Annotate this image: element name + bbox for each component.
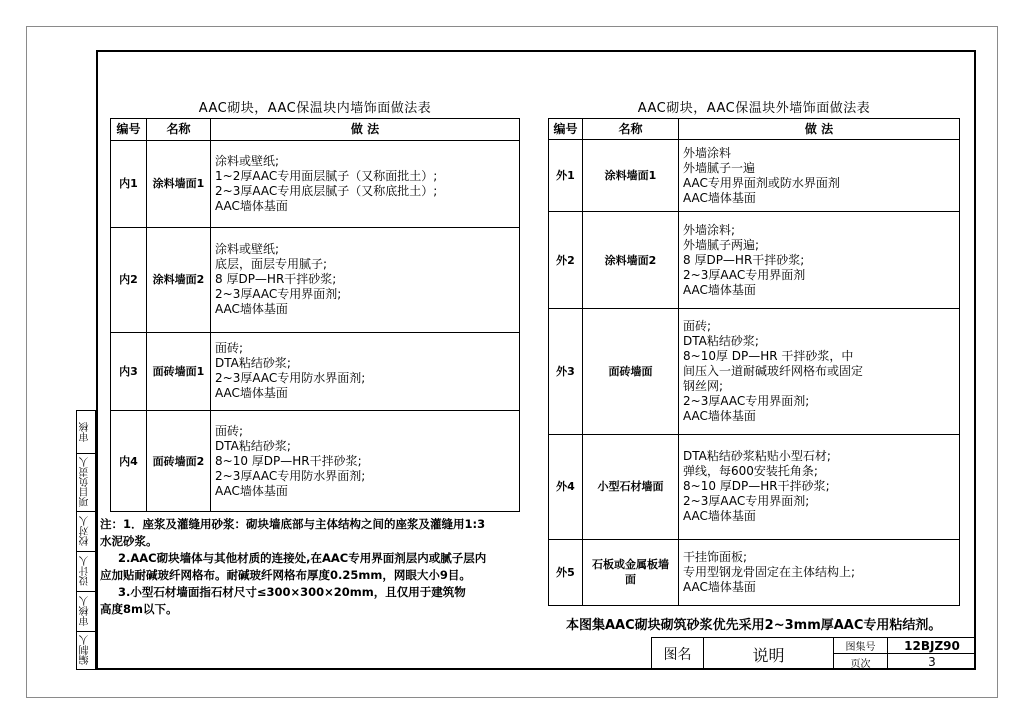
notes: 注：1．座浆及灌缝用砂浆：砌块墙底部与主体结构之间的座浆及灌缝用1:3 水泥砂浆。 2.AAC砌块墙体与其他材质的连接处,在AAC专用界面剂层内或腻子层内 应加贴耐碱玻纤网格布。耐碱玻纤网格布厚度0.25mm，网眼大小9目。 3.小型石材墙面指石材尺寸≤300×300×20mm，且仅用于建筑物 高度8m以下。: [100, 517, 487, 616]
left-table-title: AAC砌块，AAC保温块内墙饰面做法表: [198, 101, 432, 116]
side-cell: 设计人: [77, 551, 95, 592]
col-header-method: 做 法: [211, 119, 520, 141]
table-row: [111, 227, 520, 332]
right-table-title: AAC砌块，AAC保温块外墙饰面做法表: [637, 101, 871, 116]
row-name: 面砖墙面: [583, 308, 679, 435]
page-number: 3: [928, 655, 936, 669]
table-row: [549, 539, 960, 605]
drawing-title: 说明: [704, 638, 834, 670]
table-row: [549, 435, 960, 539]
row-number: 内4: [111, 411, 147, 512]
row-name: 涂料墙面2: [147, 227, 211, 332]
table-row: [111, 411, 520, 512]
row-number: 内1: [111, 141, 147, 228]
interior-finish-table: [110, 118, 520, 512]
recommendation-note: 本图集AAC砌块砌筑砂浆优先采用2~3mm厚AAC专用粘结剂。: [566, 618, 942, 633]
side-cell: 审核: [77, 411, 95, 454]
row-number: 外1: [549, 140, 583, 212]
row-number: 外3: [549, 308, 583, 435]
row-method: DTA粘结砂浆粘贴小型石材; 弹线，每600安装托角条; 8~10 厚DP—HR干拌砂浆; 2~3厚AAC专用界面剂; AAC墙体基面: [679, 435, 960, 539]
table-row: [111, 332, 520, 411]
row-name: 小型石材墙面: [583, 435, 679, 539]
side-cell: 项目负责人: [77, 453, 95, 512]
title-block: [651, 637, 976, 670]
row-method: 外墙涂料; 外墙腻子两遍; 8 厚DP—HR干拌砂浆; 2~3厚AAC专用界面剂 AAC墙体基面: [679, 212, 960, 308]
row-number: 内2: [111, 227, 147, 332]
row-method: 涂料或壁纸; 底层，面层专用腻子; 8 厚DP—HR干拌砂浆; 2~3厚AAC专用界面剂; AAC墙体基面: [211, 227, 520, 332]
col-header-name: 名称: [147, 119, 211, 141]
col-header-number: 编号: [549, 119, 583, 140]
page-label: 页次: [834, 654, 888, 670]
side-cell: 校对人: [77, 511, 95, 552]
row-number: 内3: [111, 332, 147, 411]
side-cell: 编制人: [80, 635, 91, 665]
signature-strip: [76, 410, 96, 670]
col-header-name: 名称: [583, 119, 679, 140]
exterior-finish-table: [548, 118, 960, 606]
table-row: [549, 140, 960, 212]
row-number: 外5: [549, 539, 583, 605]
atlas-label: 图集号: [834, 638, 888, 654]
table-row: [549, 308, 960, 435]
row-name: 涂料墙面1: [583, 140, 679, 212]
row-method: 面砖; DTA粘结砂浆; 2~3厚AAC专用防水界面剂; AAC墙体基面: [211, 332, 520, 411]
title-label: 图名: [652, 638, 704, 670]
table-row: [549, 212, 960, 308]
row-number: 外4: [549, 435, 583, 539]
row-method: 外墙涂料 外墙腻子一遍 AAC专用界面剂或防水界面剂 AAC墙体基面: [679, 140, 960, 212]
row-method: 面砖; DTA粘结砂浆; 8~10厚 DP—HR 干拌砂浆，中 间压入一道耐碱玻纤网格布或固定 钢丝网; 2~3厚AAC专用界面剂; AAC墙体基面: [679, 308, 960, 435]
row-method: 干挂饰面板; 专用型钢龙骨固定在主体结构上; AAC墙体基面: [679, 539, 960, 605]
row-number: 外2: [549, 212, 583, 308]
row-name: 涂料墙面1: [147, 141, 211, 228]
col-header-method: 做 法: [679, 119, 960, 140]
row-name: 面砖墙面1: [147, 332, 211, 411]
row-name: 涂料墙面2: [583, 212, 679, 308]
atlas-number: 12BJZ90: [888, 638, 976, 654]
row-method: 面砖; DTA粘结砂浆; 8~10 厚DP—HR干拌砂浆; 2~3厚AAC专用防水界面剂; AAC墙体基面: [211, 411, 520, 512]
row-name: 石板或金属板墙面: [583, 539, 679, 605]
row-name: 面砖墙面2: [147, 411, 211, 512]
row-method: 涂料或壁纸; 1~2厚AAC专用面层腻子（又称面批土）; 2~3厚AAC专用底层腻子（又称底批土）; AAC墙体基面: [211, 141, 520, 228]
table-row: [111, 141, 520, 228]
col-header-number: 编号: [111, 119, 147, 141]
side-cell: 审核人: [77, 591, 95, 632]
